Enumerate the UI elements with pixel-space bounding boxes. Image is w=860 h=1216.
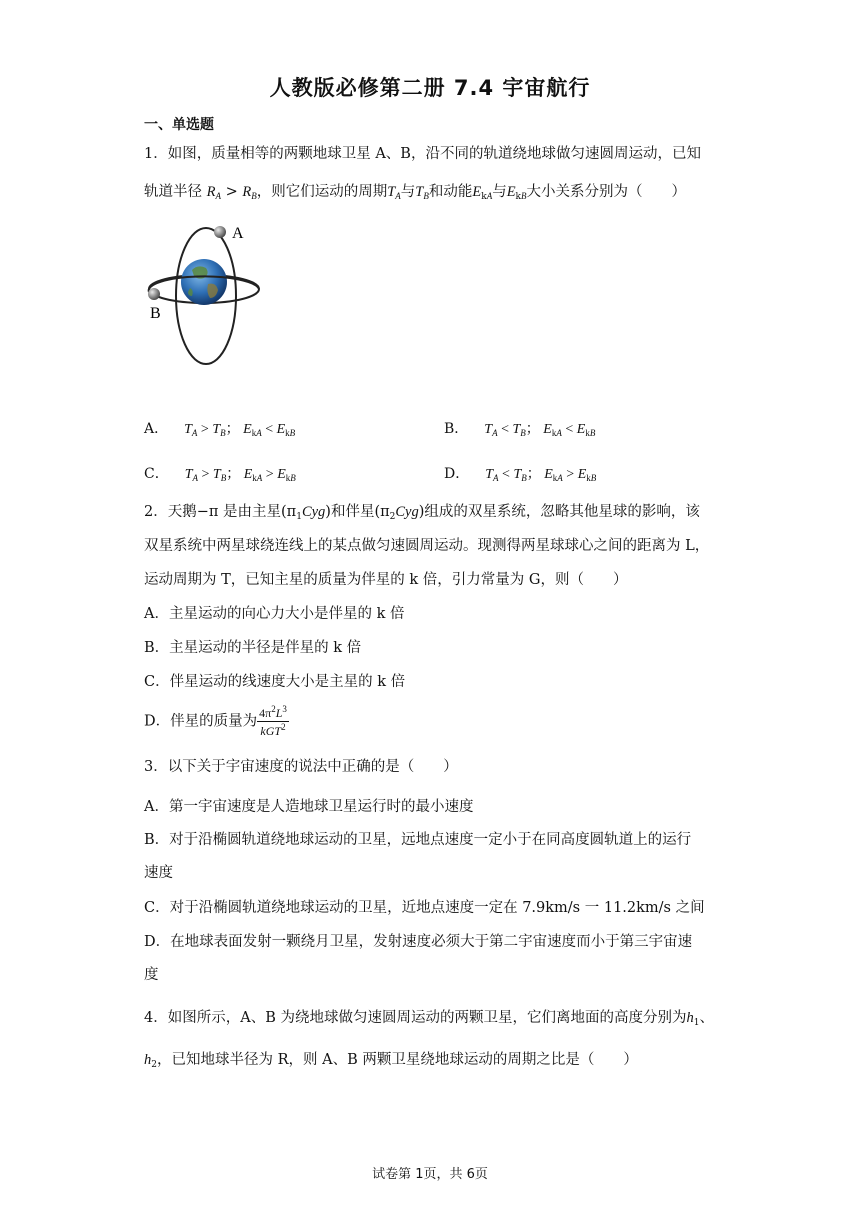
- q3-option-b-line1[interactable]: B．对于沿椭圆轨道绕地球运动的卫星，远地点速度一定小于在同高度圆轨道上的运行: [144, 832, 692, 848]
- q3-option-b-line2[interactable]: 速度: [144, 865, 173, 881]
- q3-option-a[interactable]: A．第一宇宙速度是人造地球卫星运行时的最小速度: [144, 799, 474, 815]
- q2-option-c[interactable]: C．伴星运动的线速度大小是主星的 k 倍: [144, 674, 406, 690]
- q2-stem-line3: 运动周期为 T，已知主星的质量为伴星的 k 倍，引力常量为 G，则（ ）: [144, 572, 628, 588]
- satellite-a-icon: [214, 226, 226, 238]
- q2-stem-line1: 2．天鹅−π 是由主星$(\pi_1Cyg)$和伴星$(\pi_2Cyg)$组成的双星系统，忽略其他星球的影响，该: [144, 504, 700, 522]
- q1-stem-line1: 1．如图，质量相等的两颗地球卫星 A、B，沿不同的轨道绕地球做匀速圆周运动，已知: [144, 146, 701, 162]
- q1-option-c[interactable]: C． $T_A > T_B$； $E_{kA} > E_{kB}$: [144, 466, 296, 483]
- q2-option-b[interactable]: B．主星运动的半径是伴星的 k 倍: [144, 640, 362, 656]
- page-footer: 试卷第 1页，共 6页: [372, 1167, 488, 1182]
- q3-option-d-line2[interactable]: 度: [144, 967, 159, 983]
- q1-option-b[interactable]: B． $T_A < T_B$； $E_{kA} < E_{kB}$: [444, 421, 596, 438]
- q1-stem-line2: 轨道半径 $R_A > R_B$，则它们运动的周期$T_A$与$T_B$和动能$E_{kA}$与$E_{kB}$大小关系分别为（ ）: [144, 184, 687, 202]
- earth-icon: [181, 259, 227, 305]
- q2-option-a[interactable]: A．主星运动的向心力大小是伴星的 k 倍: [144, 606, 405, 622]
- q1-option-d[interactable]: D． $T_A < T_B$； $E_{kA} > E_{kB}$: [444, 466, 597, 483]
- q3-option-d-line1[interactable]: D．在地球表面发射一颗绕月卫星，发射速度必须大于第二宇宙速度而小于第三宇宙速: [144, 934, 693, 950]
- q4-stem-line2: $h_2$，已知地球半径为 R，则 A、B 两颗卫星绕地球运动的周期之比是（ ）: [144, 1052, 638, 1070]
- q3-stem: 3．以下关于宇宙速度的说法中正确的是（ ）: [144, 759, 458, 775]
- satellite-b-icon: [148, 288, 160, 300]
- satellite-orbit-figure: [140, 218, 270, 368]
- q2-option-d[interactable]: D．伴星的质量为 $\frac{4\pi^2L^3}{kGT^2}$: [144, 704, 287, 738]
- section-heading: 一、单选题: [144, 117, 214, 133]
- q1-option-a[interactable]: A． $T_A > T_B$； $E_{kA} < E_{kB}$: [144, 421, 296, 438]
- satellite-b-label: B: [150, 305, 161, 322]
- satellite-a-label: A: [232, 225, 244, 242]
- q2-stem-line2: 双星系统中两星球绕连线上的某点做匀速圆周运动。现测得两星球球心之间的距离为 L，: [144, 538, 710, 554]
- page-title: 人教版必修第二册 7.4 宇宙航行: [269, 76, 591, 100]
- q4-stem-line1: 4．如图所示，A、B 为绕地球做匀速圆周运动的两颗卫星，它们离地面的高度分别为$h_1$、: [144, 1010, 714, 1028]
- q3-option-c[interactable]: C．对于沿椭圆轨道绕地球运动的卫星，近地点速度一定在 7.9km/s 一 11.2km/s 之间: [144, 900, 705, 916]
